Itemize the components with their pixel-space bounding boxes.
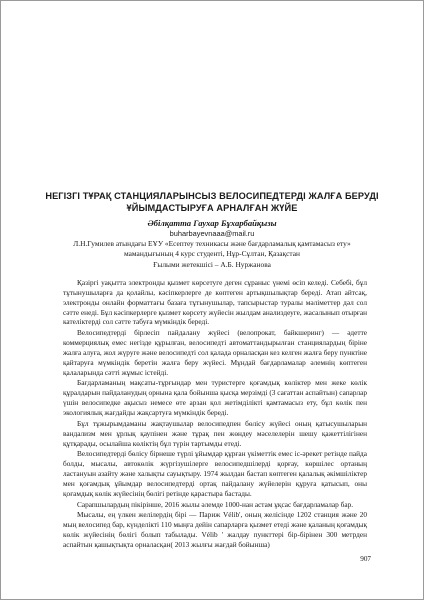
affiliation-line: мамандығының 4 курс студенті, Нұр-Сұлтан, Қазақстан (124, 249, 300, 259)
body-text (63, 278, 367, 551)
supervisor-line: Ғылыми жетекшісі – А.Б. Нуржанова (153, 259, 271, 269)
author-name: Әбілқатта Гаухар Бұхарбайқызы (147, 218, 277, 228)
affiliation-block (41, 239, 383, 270)
paragraph: Сарапшылардың пікірінше, 2016 жылы әлемде 1000-нан астам ұқсас бағдарламалар бар. (77, 499, 354, 509)
paragraph: Бағдарламаның мақсаты-тұрғындар мен туристерге қоғамдық көліктер мен жеке көлік құралдарын пайдаланудың орнына қала бойынша қысқа мерзімді (3 сағаттан аспайтын) сапарлар үшін велосипедке ақысыз немесе өте арзан қол жетімділікті қамтамасыз ету, бұл көлік пен экологиялық жағдайды жақсартуға мүмкіндік береді. (63, 378, 367, 417)
paragraph: Мысалы, ең үлкен желілердің бірі — Париж Vélib', оның желісінде 1202 станция және 20 мың велосипед бар, күнделікті 110 мыңға дейін сапарларға қызмет етеді және қаланың қоғамдық көлік жүйесінің бөлігі болып табылады. Vélib ' жалдау пункттері бір-бірінен 300 метрден аспайтын қашықтықта орналасқан( 2013 жылғы жағдай бойынша) (63, 510, 367, 549)
paragraph: Велосипедтерді бөлісу бірнеше түрлі ұйымдар құрған үкіметтік емес іс-әрекет ретінде пайда болды, мысалы, автокөлік жүргізушілерге велосипедшілерді қорғау, көршілес ортаның ластануын азайту және халықты сауықтыру. 1974 жылдан бастап көптеген қалалық әкімшіліктер мен қоғамдық ұйымдар велосипедтерді ортақ пайдалану жүйелерін құруға қатысып, оны қоғамдық көлік жүйесінің бөлігі ретінде қарастыра бастады. (63, 449, 367, 498)
paragraph: Велосипедтерді бірлесіп пайдалану жүйесі (велопрокат, байкшеринг) — әдетте коммерциялық емес негізде құрылған, велосипедті автоматтандырылған станциялардың біріне жалға алуға, жол жүруге және велосипедті сол қалада орналасқан кез келген жалға беру пунктіне қайтаруға мүмкіндік беретін жалға беру жүйесі. Мұндай бағдарламалар әлемнің көптеген қалаларында сәтті жұмыс істейді. (63, 328, 367, 377)
affiliation-line: Л.Н.Гумилев атындағы ЕҰУ «Есептеу техникасы және бағдарламалық қамтамасыз ету» (73, 239, 351, 248)
paragraph: Бұл тұжырымдаманы жақтаушылар велосипедпен бөлісу жүйесі оның қатысушыларын вандализм мен ұрлық қаупінен және тұрақ пен жөндеу мәселелерін шешу қажеттілігінен құтқарады, осылайша көліктің бұл түрін тартымды етеді. (63, 418, 367, 448)
page-number: 907 (360, 555, 371, 563)
paper-title: НЕГІЗГІ ТҰРАҚ СТАНЦИЯЛАРЫНСЫЗ ВЕЛОСИПЕДТЕРДІ ЖАЛҒА БЕРУДІ ҰЙЫМДАСТЫРУҒА АРНАЛҒАН ЖҮЙЕ (45, 191, 379, 213)
author-email[interactable]: buharbayevnaaa@mail.ru (169, 229, 255, 238)
paragraph: Қазіргі уақытта электронды қызмет көрсетуге деген сұраныс үнемі өсіп келеді. Себебі, бұл тұтынушыларға да қолайлы, кәсіпкерлерге де көптеген артықшылықтар береді. Атап айтсақ, электронды онлайн форматтағы базаға тұтынушылар, тапсырыстар туралы мәліметтер дәл сол сәтте енеді. Бұл кәсіпкерлерге қызмет көрсету жүйесін жылдам анализдеуге, жасалынып отырған кателіктерді сол сәтте табуға мүмкіндік береді. (63, 278, 367, 327)
